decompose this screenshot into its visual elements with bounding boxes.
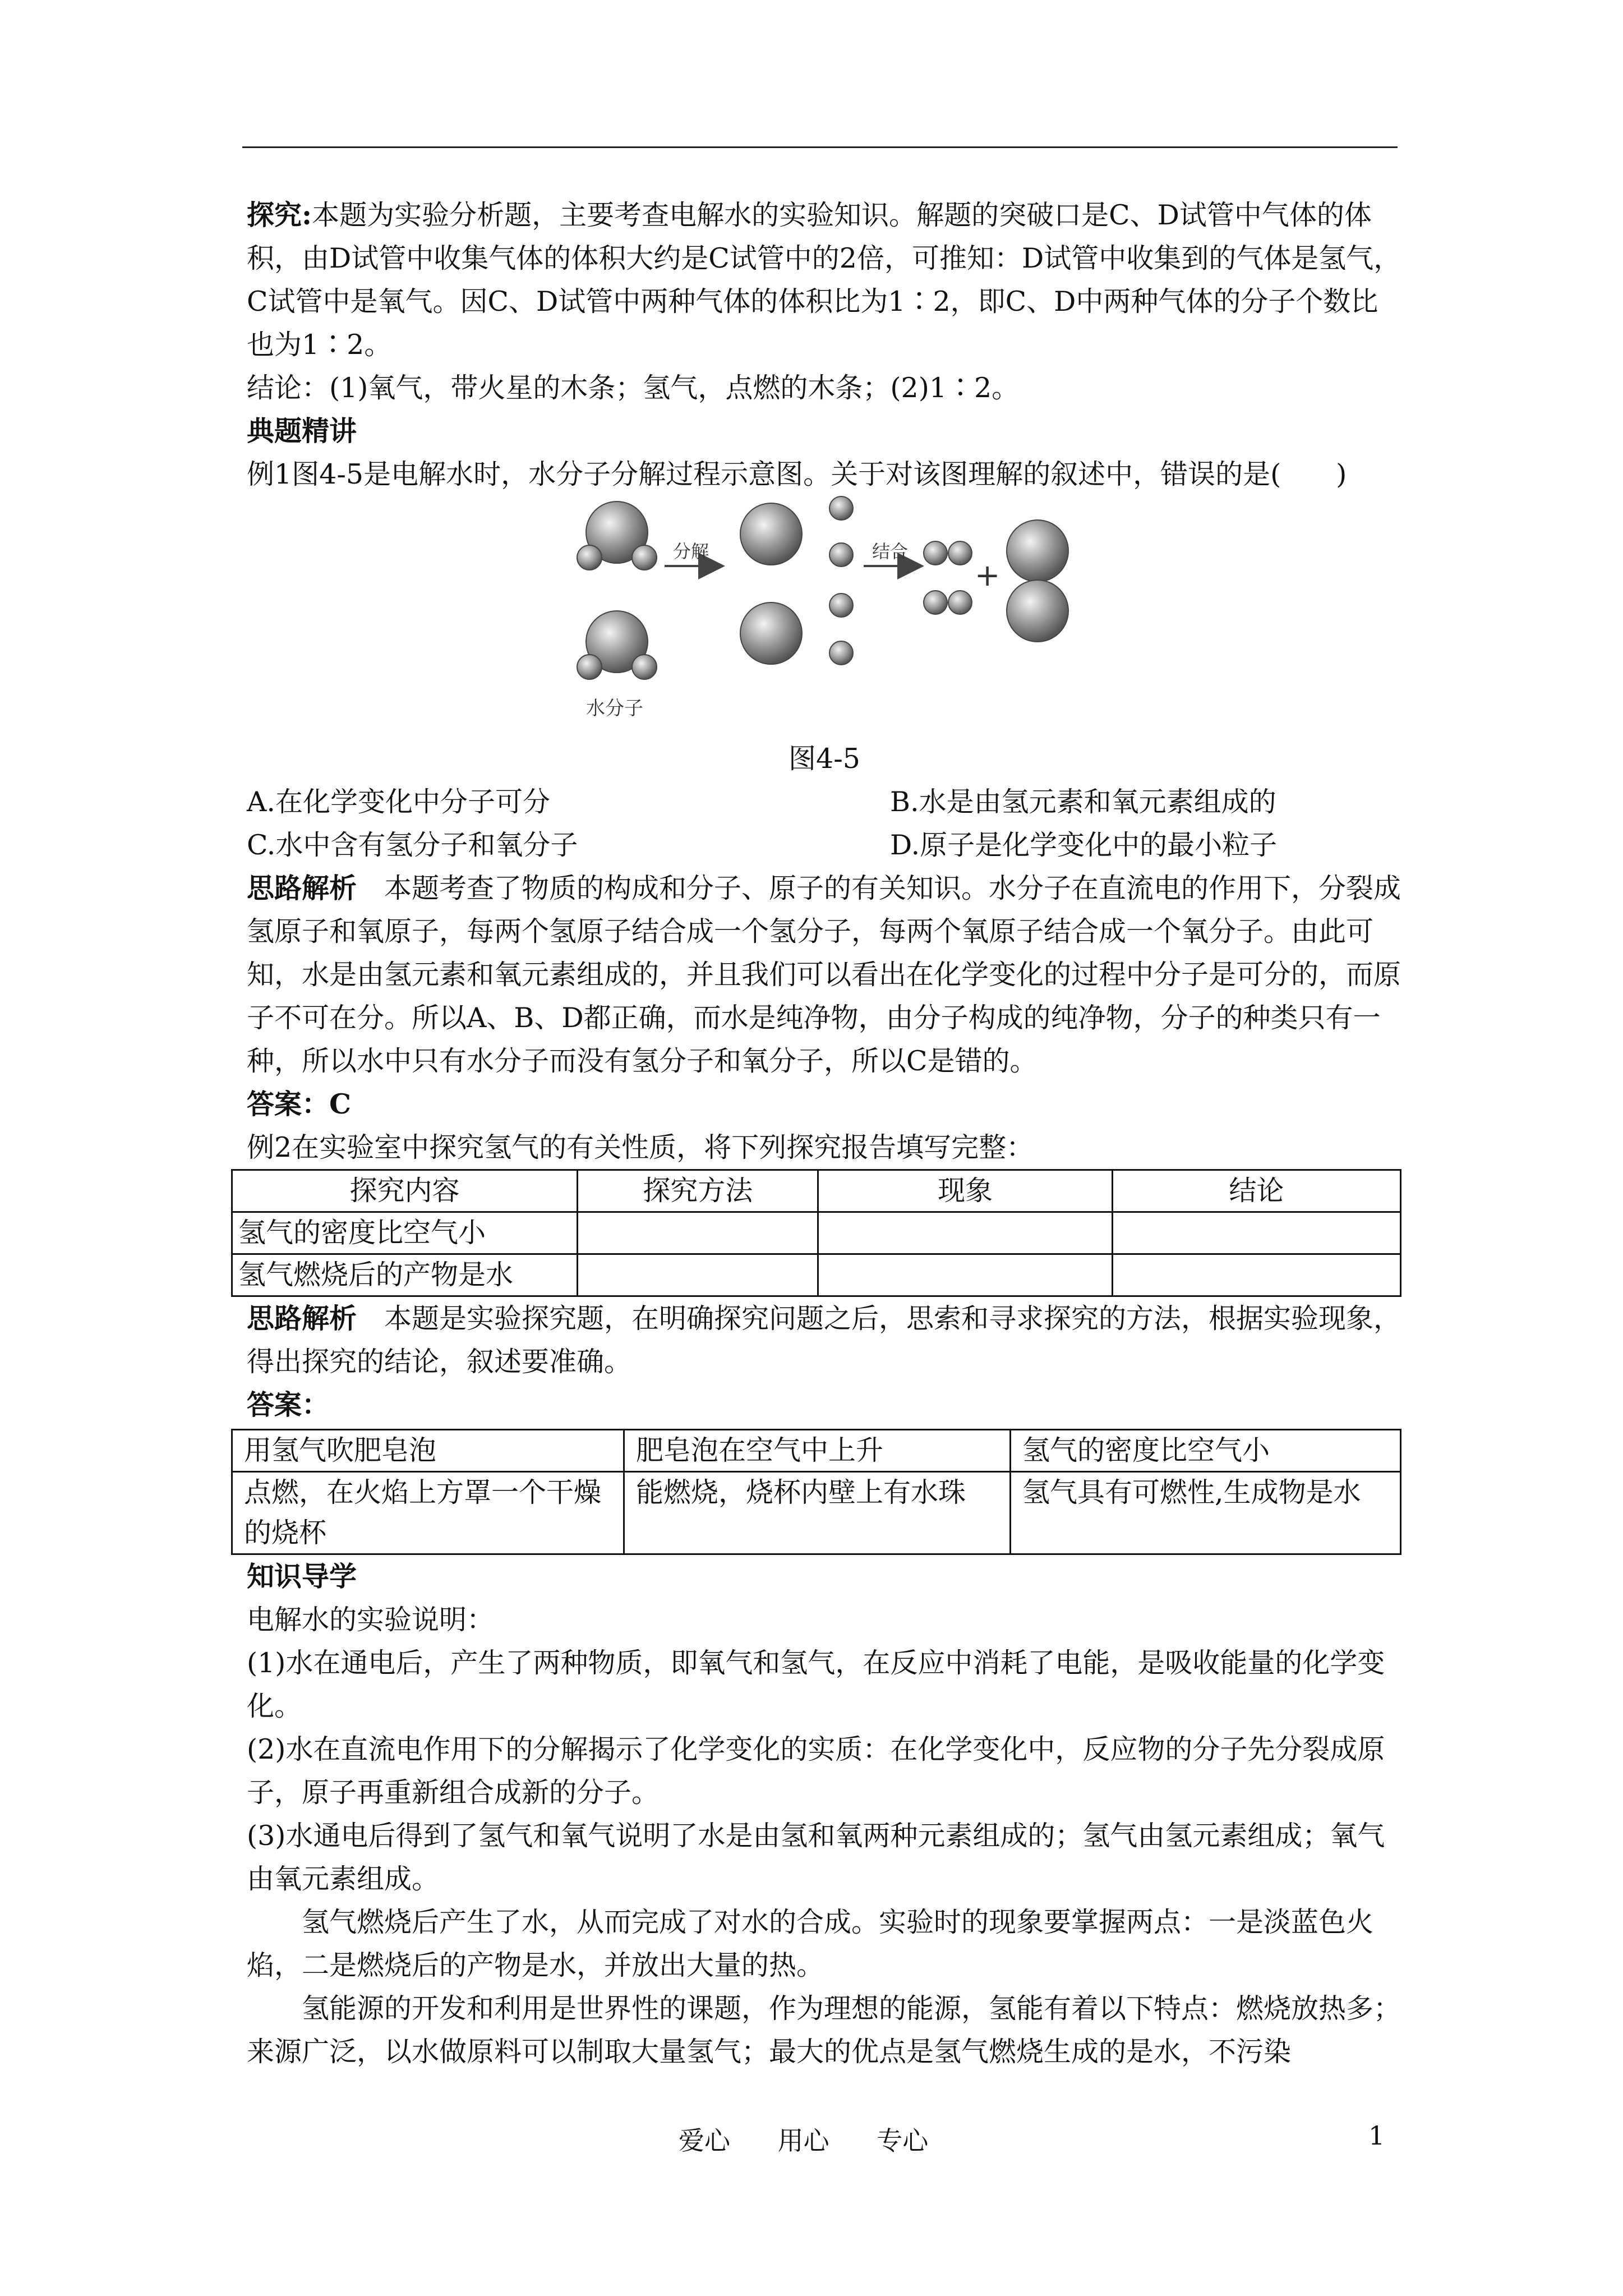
inquiry-report-table: [231, 1169, 1401, 1297]
section-heading-examples: 典题精讲: [247, 415, 357, 447]
knowledge-point-2: (2)水在直流电作用下的分解揭示了化学变化的实质：在化学变化中，反应物的分子先分裂成原子，原子再重新组合成新的分子。: [247, 1733, 1385, 1809]
table-header-cell: 探究方法: [578, 1170, 818, 1212]
table-cell: 氢气具有可燃性,生成物是水: [1011, 1472, 1401, 1554]
knowledge-point-3: (3)水通电后得到了氢气和氧气说明了水是由氢和氧两种元素组成的；氢气由氢元素组成；氧气由氧元素组成。: [247, 1820, 1385, 1895]
hydrogen-molecule: [924, 541, 972, 565]
table-cell: 肥皂泡在空气中上升: [624, 1430, 1011, 1472]
table-cell: 氢气的密度比空气小: [232, 1212, 578, 1254]
page-number: 1: [1368, 2120, 1385, 2151]
oxygen-molecule: [1007, 520, 1068, 642]
hydrogen-atom: [829, 543, 853, 567]
hydrogen-atom: [829, 593, 853, 617]
knowledge-point-1: (1)水在通电后，产生了两种物质，即氧气和氢气，在反应中消耗了电能，是吸收能量的化学变化。: [247, 1647, 1385, 1722]
knowledge-paragraph-5: 氢能源的开发和利用是世界性的课题，作为理想的能源，氢能有着以下特点：燃烧放热多；来源广泛，以水做原料可以制取大量氢气；最大的优点是氢气燃烧生成的是水，不污染: [247, 1993, 1401, 2068]
oxygen-atom: [740, 503, 802, 565]
conclusion-paragraph: 结论：(1)氧气，带火星的木条；氢气，点燃的木条；(2)1∶2。: [247, 372, 1020, 404]
table-row: [232, 1212, 1401, 1254]
option-b: B.水是由氢元素和氧元素组成的: [890, 786, 1276, 818]
water-molecule-bottom: [577, 611, 657, 679]
knowledge-intro: 电解水的实验说明：: [247, 1604, 495, 1636]
option-c: C.水中含有氢分子和氧分子: [247, 829, 578, 861]
table-cell: [1112, 1254, 1400, 1296]
combine-label: 结合: [872, 541, 909, 562]
answer-2: 答案：: [247, 1388, 330, 1421]
hydrogen-molecule: [924, 591, 972, 614]
plus-sign: +: [975, 558, 1000, 593]
figure-4-5: [247, 496, 1402, 737]
section-heading-knowledge: 知识导学: [247, 1560, 357, 1593]
knowledge-paragraph-4: 氢气燃烧后产生了水，从而完成了对水的合成。实验时的现象要掌握两点：一是淡蓝色火焰，二是燃烧后的产物是水，并放出大量的热。: [247, 1906, 1374, 1981]
table-cell: 能燃烧，烧杯内壁上有水珠: [624, 1472, 1011, 1554]
table-row: [232, 1254, 1401, 1296]
analysis-1: [247, 867, 1402, 1083]
water-molecule-label: 水分子: [586, 697, 643, 720]
table-cell: [818, 1254, 1112, 1296]
page-content: [238, 194, 1402, 2073]
decompose-label: 分解: [673, 541, 709, 562]
oxygen-atom: [740, 602, 802, 664]
table-row: [232, 1430, 1401, 1472]
example-2-question: 例2在实验室中探究氢气的有关性质，将下列探究报告填写完整：: [247, 1131, 1034, 1163]
figure-caption: 图4-5: [789, 743, 860, 775]
hydrogen-atom: [829, 496, 853, 520]
table-header-cell: 现象: [818, 1170, 1112, 1212]
table-cell: 氢气的密度比空气小: [1011, 1430, 1401, 1472]
footer-motto: 爱心 用心 专心: [679, 2125, 929, 2156]
hydrogen-atom: [829, 641, 853, 665]
analysis-1-text: 本题考查了物质的构成和分子、原子的有关知识。水分子在直流电的作用下，分裂成氢原子和氧原子，每两个氢原子结合成一个氢分子，每两个氧原子结合成一个氧分子。由此可知，水是由氢元素和氧元素组成的，并且我们可以看出在化学变化的过程中分子是可分的，而原子不可在分。所以A、B、D都正确，而水是纯净物，由分子构成的纯净物，分子的种类只有一种，所以水中只有水分子而没有氢分子和氧分子，所以C是错的。: [247, 872, 1401, 1077]
answer-1: 答案：C: [247, 1088, 351, 1120]
answer-table: [231, 1429, 1401, 1555]
analysis-2-label: 思路解析: [247, 1302, 357, 1335]
analysis-2-text: 本题是实验探究题，在明确探究问题之后，思索和寻求探究的方法，根据实验现象，得出探究的结论，叙述要准确。: [247, 1303, 1401, 1378]
option-a: A.在化学变化中分子可分: [247, 786, 550, 818]
table-cell: 点燃，在火焰上方罩一个干燥的烧杯: [232, 1472, 624, 1554]
water-molecule-top: [577, 501, 657, 570]
table-row: [232, 1472, 1401, 1554]
table-header-cell: 结论: [1112, 1170, 1400, 1212]
table-cell: [818, 1212, 1112, 1254]
table-header-cell: 探究内容: [232, 1170, 578, 1212]
table-cell: 用氢气吹肥皂泡: [232, 1430, 624, 1472]
analysis-1-label: 思路解析: [247, 872, 357, 904]
table-cell: 氢气燃烧后的产物是水: [232, 1254, 578, 1296]
inquiry-paragraph: [247, 194, 1402, 366]
header-rule: [242, 146, 1398, 148]
example-1-question: 例1图4-5是电解水时，水分子分解过程示意图。关于对该图理解的叙述中，错误的是( ): [247, 458, 1347, 490]
analysis-2: [247, 1297, 1402, 1383]
option-d: D.原子是化学变化中的最小粒子: [890, 829, 1278, 861]
answer-options: [247, 780, 1402, 867]
table-header-row: [232, 1170, 1401, 1212]
table-cell: [578, 1212, 818, 1254]
table-cell: [578, 1254, 818, 1296]
inquiry-label: 探究:: [247, 199, 312, 231]
inquiry-text: 本题为实验分析题，主要考查电解水的实验知识。解题的突破口是C、D试管中气体的体积，由D试管中收集气体的体积大约是C试管中的2倍，可推知：D试管中收集到的气体是氢气，C试管中是氧气。因C、D试管中两种气体的体积比为1∶2，即C、D中两种气体的分子个数比也为1∶2。: [247, 199, 1401, 361]
electrolysis-diagram: [561, 496, 1122, 737]
table-cell: [1112, 1212, 1400, 1254]
